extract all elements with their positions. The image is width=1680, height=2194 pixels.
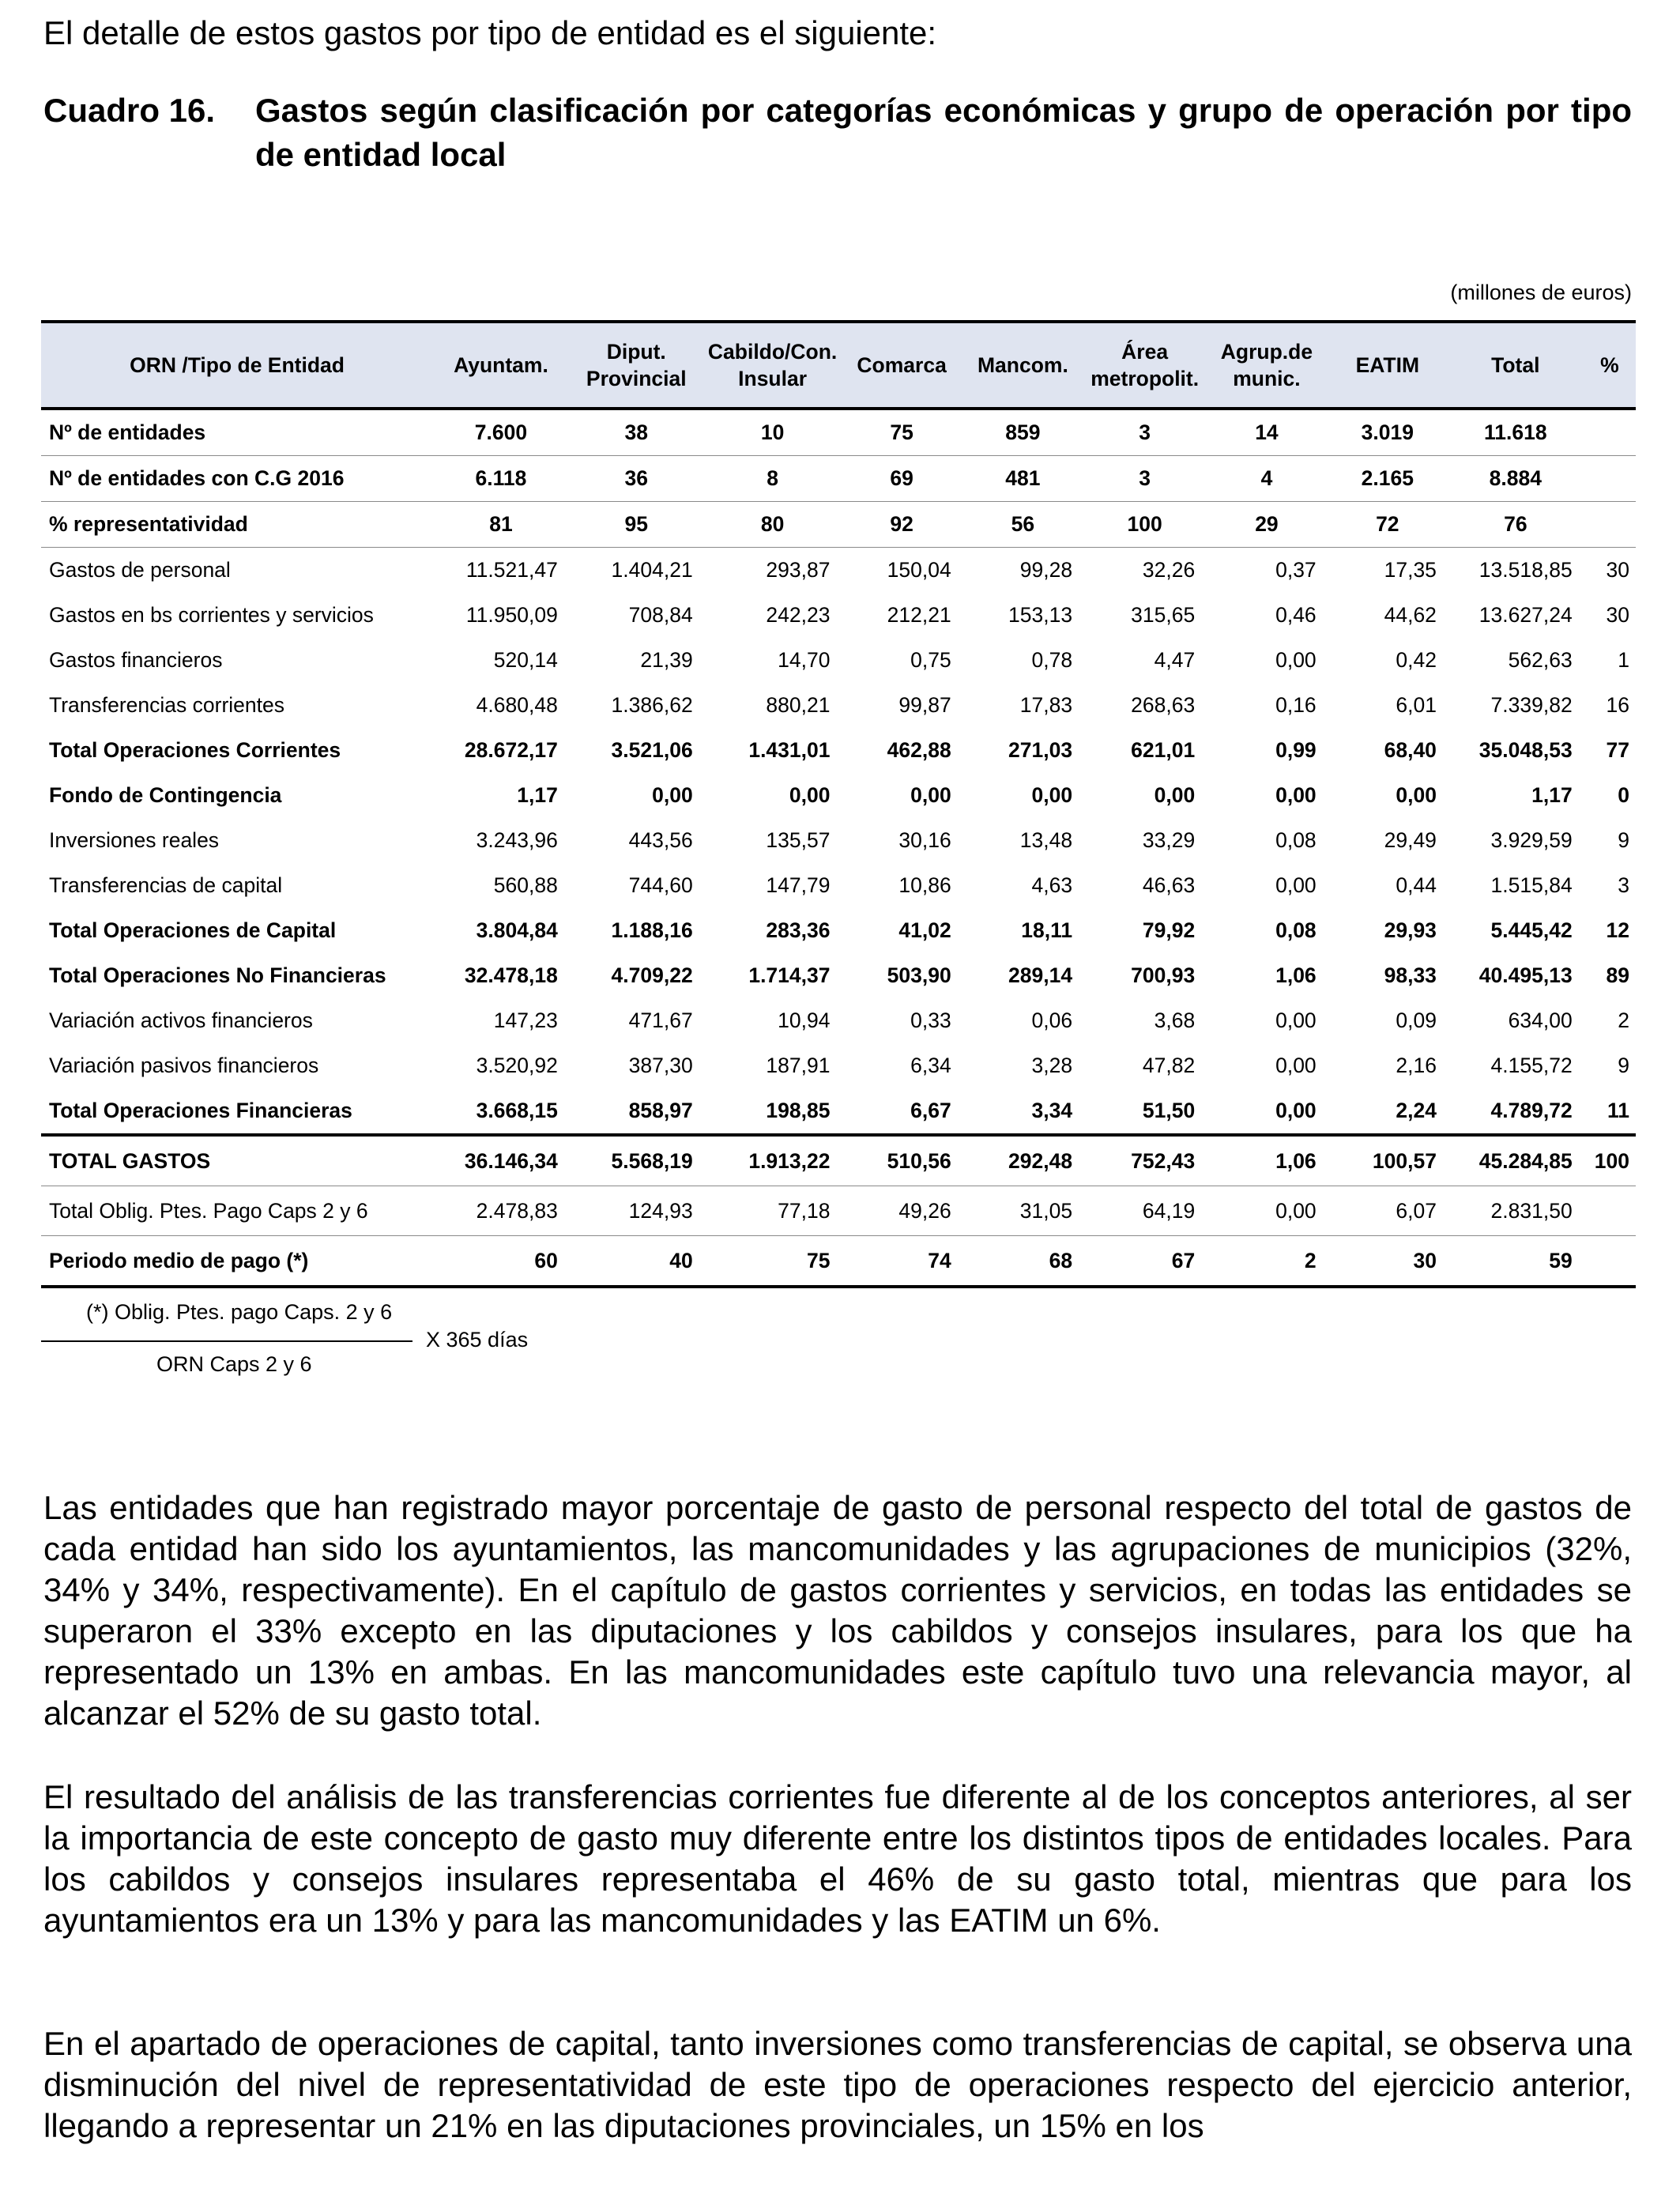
table-cell: 0,00 bbox=[789, 783, 831, 807]
table-cell: 289,14 bbox=[1008, 963, 1073, 987]
column-header: ORN /Tipo de Entidad bbox=[41, 322, 433, 409]
table-cell bbox=[1584, 1236, 1636, 1287]
table-row bbox=[41, 456, 1636, 502]
table-cell: 744,60 bbox=[628, 873, 693, 897]
table-cell: 293,87 bbox=[766, 558, 831, 582]
fraction-bar bbox=[41, 1340, 412, 1342]
table-cell: 3.520,92 bbox=[476, 1054, 558, 1077]
table-cell: 44,62 bbox=[1384, 603, 1437, 627]
table-cell: 17,35 bbox=[1384, 558, 1437, 582]
table-cell: 28.672,17 bbox=[464, 738, 558, 762]
table-cell: 100,57 bbox=[1328, 1135, 1448, 1186]
formula-denominator: ORN Caps 2 y 6 bbox=[156, 1352, 312, 1376]
table-cell: 4,47 bbox=[1154, 648, 1196, 672]
table-cell: 99,28 bbox=[1019, 558, 1073, 582]
table-cell: 4,63 bbox=[1031, 873, 1073, 897]
table-cell: 0,16 bbox=[1275, 693, 1317, 717]
table-row bbox=[41, 953, 1636, 998]
table-cell: 560,88 bbox=[493, 873, 558, 897]
table-cell: 315,65 bbox=[1131, 603, 1196, 627]
table-cell: 292,48 bbox=[962, 1135, 1083, 1186]
table-cell: 38 bbox=[569, 409, 704, 456]
table-cell bbox=[1584, 456, 1636, 502]
table-cell: 40 bbox=[569, 1236, 704, 1287]
table-cell: 0,09 bbox=[1396, 1008, 1437, 1032]
row-label: Transferencias de capital bbox=[49, 873, 283, 897]
table-cell: 2,24 bbox=[1328, 1088, 1448, 1135]
table-cell: 520,14 bbox=[493, 648, 558, 672]
table-cell: 1 bbox=[1618, 648, 1629, 672]
row-label: Total Operaciones Financieras bbox=[41, 1088, 433, 1135]
table-body bbox=[41, 409, 1636, 1287]
table-cell: 510,56 bbox=[841, 1135, 962, 1186]
table-row bbox=[41, 593, 1636, 638]
table-cell: 32.478,18 bbox=[464, 963, 558, 987]
row-label: Inversiones reales bbox=[49, 828, 220, 852]
intro-text: El detalle de estos gastos por tipo de entidad es el siguiente: bbox=[43, 14, 937, 51]
table-cell: 1.188,16 bbox=[611, 918, 693, 942]
paragraph: El resultado del análisis de las transferencias corrientes fue diferente al de los conceptos anteriores, al ser la importancia de este concepto de gasto muy diferente entre los distintos tipos de entidades locales. Para los cabildos y consejos insulares representaba el 46% de su gasto total, mientras que para los ayuntamientos era un 13% y para las mancomunidades y las EATIM un 6%. bbox=[43, 1778, 1632, 1939]
column-header: Cabildo/Con. Insular bbox=[704, 322, 842, 409]
table-cell: 21,39 bbox=[640, 648, 693, 672]
table-cell: 16 bbox=[1606, 693, 1629, 717]
table-cell: 64,19 bbox=[1083, 1186, 1206, 1236]
paragraph: En el apartado de operaciones de capital, tanto inversiones como transferencias de capital, se observa una disminución del nivel de representatividad de este tipo de operaciones respecto del ejercicio anterior, llegando a representar un 21% en las diputaciones provinciales, un 15% en los bbox=[43, 2025, 1632, 2144]
table-cell: 49,26 bbox=[841, 1186, 962, 1236]
table-cell: 1.515,84 bbox=[1490, 873, 1573, 897]
table-cell: 32,26 bbox=[1142, 558, 1196, 582]
table-cell: 95 bbox=[569, 502, 704, 548]
table-cell: 6,07 bbox=[1328, 1186, 1448, 1236]
table-cell: 10,94 bbox=[778, 1008, 831, 1032]
table-header-row bbox=[41, 322, 1636, 409]
table-cell: 30 bbox=[1606, 558, 1629, 582]
table-row bbox=[41, 502, 1636, 548]
table-cell: 4.709,22 bbox=[611, 963, 693, 987]
table-cell: 56 bbox=[962, 502, 1083, 548]
column-header: % bbox=[1584, 322, 1636, 409]
table-cell: 212,21 bbox=[887, 603, 951, 627]
expenses-table bbox=[41, 320, 1636, 1288]
table-cell: 18,11 bbox=[1021, 918, 1073, 942]
caption-title: Gastos según clasificación por categorías económicas y grupo de operación por tipo de entidad local bbox=[255, 92, 1632, 173]
row-label: Gastos financieros bbox=[49, 648, 223, 672]
table-cell: 41,02 bbox=[898, 918, 951, 942]
table-cell: 11.950,09 bbox=[465, 603, 558, 627]
table-cell: 271,03 bbox=[1008, 738, 1073, 762]
table-cell: 59 bbox=[1448, 1236, 1584, 1287]
table-cell: 1.714,37 bbox=[748, 963, 831, 987]
table-cell: 0,08 bbox=[1275, 828, 1317, 852]
table-cell: 3 bbox=[1083, 409, 1206, 456]
table-cell: 0,00 bbox=[1396, 783, 1437, 807]
table-row bbox=[41, 728, 1636, 773]
table-cell: 621,01 bbox=[1131, 738, 1196, 762]
table-cell: 11.521,47 bbox=[465, 558, 558, 582]
row-label: Total Oblig. Ptes. Pago Caps 2 y 6 bbox=[41, 1186, 433, 1236]
table-cell: 47,82 bbox=[1142, 1054, 1196, 1077]
column-header: EATIM bbox=[1328, 322, 1448, 409]
table-cell: 283,36 bbox=[766, 918, 831, 942]
table-cell: 2 bbox=[1618, 1008, 1629, 1032]
table-cell: 36 bbox=[569, 456, 704, 502]
table-cell: 99,87 bbox=[898, 693, 951, 717]
table-cell: 0,00 bbox=[1275, 873, 1317, 897]
table-cell: 0,42 bbox=[1396, 648, 1437, 672]
table-cell: 135,57 bbox=[766, 828, 831, 852]
table-cell: 33,29 bbox=[1142, 828, 1196, 852]
table-row bbox=[41, 1043, 1636, 1088]
table-cell: 100 bbox=[1584, 1135, 1636, 1186]
table-cell: 7.339,82 bbox=[1490, 693, 1573, 717]
table-cell: 69 bbox=[841, 456, 962, 502]
table-cell: 1,06 bbox=[1206, 1135, 1327, 1186]
table-cell: 880,21 bbox=[766, 693, 831, 717]
table-cell: 76 bbox=[1448, 502, 1584, 548]
table-cell: 0,00 bbox=[1275, 648, 1317, 672]
table-cell: 3,28 bbox=[1031, 1054, 1073, 1077]
table-cell: 0,44 bbox=[1396, 873, 1437, 897]
table-cell bbox=[1584, 502, 1636, 548]
column-header: Agrup.de munic. bbox=[1206, 322, 1327, 409]
table-cell: 634,00 bbox=[1508, 1008, 1573, 1032]
row-label: Periodo medio de pago (*) bbox=[41, 1236, 433, 1287]
column-header: Ayuntam. bbox=[433, 322, 569, 409]
table-cell: 68 bbox=[962, 1236, 1083, 1287]
table-cell: 30 bbox=[1328, 1236, 1448, 1287]
table-cell: 60 bbox=[433, 1236, 569, 1287]
column-header: Total bbox=[1448, 322, 1584, 409]
table-cell: 0,37 bbox=[1275, 558, 1317, 582]
table-cell: 98,33 bbox=[1384, 963, 1437, 987]
table-cell: 0,00 bbox=[1275, 1008, 1317, 1032]
row-label: Nº de entidades bbox=[41, 409, 433, 456]
table-cell: 150,04 bbox=[887, 558, 951, 582]
table-cell: 1,06 bbox=[1275, 963, 1317, 987]
table-cell: 387,30 bbox=[628, 1054, 693, 1077]
table-cell: 1.431,01 bbox=[748, 738, 831, 762]
table-cell: 100 bbox=[1083, 502, 1206, 548]
table-cell: 13,48 bbox=[1019, 828, 1073, 852]
table-cell: 14 bbox=[1206, 409, 1327, 456]
table-cell: 14,70 bbox=[778, 648, 831, 672]
table-cell: 471,67 bbox=[628, 1008, 693, 1032]
table-cell: 858,97 bbox=[569, 1088, 704, 1135]
units-note: (millones de euros) bbox=[1450, 281, 1632, 304]
table-cell: 0,78 bbox=[1031, 648, 1073, 672]
table-cell: 75 bbox=[841, 409, 962, 456]
table-cell: 0,00 bbox=[1206, 1088, 1327, 1135]
table-cell: 80 bbox=[704, 502, 842, 548]
table-cell: 153,13 bbox=[1008, 603, 1073, 627]
table-row bbox=[41, 773, 1636, 818]
table-cell: 0,33 bbox=[910, 1008, 951, 1032]
table-cell: 4.680,48 bbox=[476, 693, 558, 717]
table-row bbox=[41, 548, 1636, 594]
table-cell: 0,06 bbox=[1031, 1008, 1073, 1032]
table-cell: 3.521,06 bbox=[611, 738, 693, 762]
table-cell: 462,88 bbox=[887, 738, 951, 762]
table-cell: 4.155,72 bbox=[1490, 1054, 1573, 1077]
table-cell: 8 bbox=[704, 456, 842, 502]
table-cell: 198,85 bbox=[704, 1088, 842, 1135]
table-caption bbox=[43, 89, 1632, 177]
table-cell bbox=[1584, 1186, 1636, 1236]
table-cell: 10 bbox=[704, 409, 842, 456]
table-row bbox=[41, 638, 1636, 683]
table-cell: 3 bbox=[1618, 873, 1629, 897]
row-label: TOTAL GASTOS bbox=[41, 1135, 433, 1186]
table-row bbox=[41, 1135, 1636, 1186]
table-cell: 30,16 bbox=[898, 828, 951, 852]
table-cell: 6,34 bbox=[910, 1054, 951, 1077]
table-cell: 89 bbox=[1606, 963, 1629, 987]
table-cell: 2.478,83 bbox=[433, 1186, 569, 1236]
column-header: Diput. Provincial bbox=[569, 322, 704, 409]
table-cell: 3.668,15 bbox=[433, 1088, 569, 1135]
table-cell: 77,18 bbox=[704, 1186, 842, 1236]
table-row bbox=[41, 1236, 1636, 1287]
table-row bbox=[41, 1088, 1636, 1135]
table-cell: 29 bbox=[1206, 502, 1327, 548]
table-cell: 9 bbox=[1618, 1054, 1629, 1077]
row-label: % representatividad bbox=[41, 502, 433, 548]
table-cell: 242,23 bbox=[766, 603, 831, 627]
table-cell: 503,90 bbox=[887, 963, 951, 987]
table-cell: 30 bbox=[1606, 603, 1629, 627]
table-cell: 268,63 bbox=[1131, 693, 1196, 717]
table-cell: 443,56 bbox=[628, 828, 693, 852]
row-label: Total Operaciones de Capital bbox=[49, 918, 337, 942]
table-cell: 74 bbox=[841, 1236, 962, 1287]
table-cell: 0,75 bbox=[910, 648, 951, 672]
table-cell: 708,84 bbox=[628, 603, 693, 627]
table-cell: 3.019 bbox=[1328, 409, 1448, 456]
table-cell: 9 bbox=[1618, 828, 1629, 852]
table-cell: 481 bbox=[962, 456, 1083, 502]
table-cell: 13.518,85 bbox=[1478, 558, 1573, 582]
table-cell: 2.165 bbox=[1328, 456, 1448, 502]
table-row bbox=[41, 818, 1636, 863]
table-cell: 3 bbox=[1083, 456, 1206, 502]
table-cell: 3.804,84 bbox=[476, 918, 558, 942]
table-cell: 29,49 bbox=[1384, 828, 1437, 852]
table-cell: 8.884 bbox=[1448, 456, 1584, 502]
column-header: Comarca bbox=[841, 322, 962, 409]
table-row bbox=[41, 683, 1636, 728]
table-cell: 2.831,50 bbox=[1448, 1186, 1584, 1236]
row-label: Total Operaciones Corrientes bbox=[49, 738, 341, 762]
table-cell: 0,08 bbox=[1275, 918, 1317, 942]
table-cell: 0,00 bbox=[910, 783, 951, 807]
table-cell: 35.048,53 bbox=[1478, 738, 1573, 762]
table-cell: 124,93 bbox=[569, 1186, 704, 1236]
caption-label: Cuadro 16. bbox=[43, 92, 216, 129]
paragraph: Las entidades que han registrado mayor porcentaje de gasto de personal respecto del total de gastos de cada entidad han sido los ayuntamientos, las mancomunidades y las agrupaciones de municipios (32%, 34% y 34%, respectivamente). En el capítulo de gastos corrientes y servicios, en todas las entidades se superaron el 33% excepto en las diputaciones y los cabildos y consejos insulares, para los que ha representado un 13% en ambas. En las mancomunidades este capítulo tuvo una relevancia mayor, al alcanzar el 52% de su gasto total. bbox=[43, 1489, 1632, 1732]
table-cell: 700,93 bbox=[1131, 963, 1196, 987]
table-cell: 3,68 bbox=[1154, 1008, 1196, 1032]
table-cell: 51,50 bbox=[1083, 1088, 1206, 1135]
table-cell: 6.118 bbox=[433, 456, 569, 502]
row-label: Fondo de Contingencia bbox=[49, 783, 282, 807]
table-cell: 92 bbox=[841, 502, 962, 548]
table-cell: 0,46 bbox=[1275, 603, 1317, 627]
row-label: Total Operaciones No Financieras bbox=[49, 963, 386, 987]
table-cell: 187,91 bbox=[766, 1054, 831, 1077]
table-cell: 0,00 bbox=[1154, 783, 1196, 807]
table-cell: 29,93 bbox=[1384, 918, 1437, 942]
table-cell: 79,92 bbox=[1142, 918, 1196, 942]
table-row bbox=[41, 998, 1636, 1043]
table-cell: 36.146,34 bbox=[433, 1135, 569, 1186]
table-cell: 67 bbox=[1083, 1236, 1206, 1287]
row-label: Gastos de personal bbox=[49, 558, 231, 582]
table-cell: 31,05 bbox=[962, 1186, 1083, 1236]
table-row bbox=[41, 863, 1636, 908]
table-cell: 147,23 bbox=[493, 1008, 558, 1032]
table-cell: 2 bbox=[1206, 1236, 1327, 1287]
table-cell: 13.627,24 bbox=[1478, 603, 1573, 627]
table-cell: 5.445,42 bbox=[1490, 918, 1573, 942]
table-cell: 1,17 bbox=[517, 783, 558, 807]
table-cell: 1.913,22 bbox=[704, 1135, 842, 1186]
table-cell: 147,79 bbox=[766, 873, 831, 897]
table-row bbox=[41, 1186, 1636, 1236]
table-cell: 72 bbox=[1328, 502, 1448, 548]
table-row bbox=[41, 908, 1636, 953]
row-label: Gastos en bs corrientes y servicios bbox=[49, 603, 374, 627]
table-cell: 0,00 bbox=[1206, 1186, 1327, 1236]
table-cell: 1.404,21 bbox=[611, 558, 693, 582]
row-label: Nº de entidades con C.G 2016 bbox=[41, 456, 433, 502]
table-cell: 0,00 bbox=[1275, 1054, 1317, 1077]
table-cell: 10,86 bbox=[898, 873, 951, 897]
table-cell: 6,01 bbox=[1396, 693, 1437, 717]
table-cell: 859 bbox=[962, 409, 1083, 456]
table-cell: 81 bbox=[433, 502, 569, 548]
table-cell: 7.600 bbox=[433, 409, 569, 456]
table-cell: 17,83 bbox=[1019, 693, 1073, 717]
table-cell: 1,17 bbox=[1531, 783, 1573, 807]
table-cell: 75 bbox=[704, 1236, 842, 1287]
row-label: Variación pasivos financieros bbox=[49, 1054, 319, 1077]
table-cell: 11.618 bbox=[1448, 409, 1584, 456]
table-cell: 6,67 bbox=[841, 1088, 962, 1135]
table-cell: 752,43 bbox=[1083, 1135, 1206, 1186]
table-cell: 0,99 bbox=[1275, 738, 1317, 762]
table-cell: 4 bbox=[1206, 456, 1327, 502]
table-cell: 77 bbox=[1606, 738, 1629, 762]
table-row bbox=[41, 409, 1636, 456]
table-cell: 3.243,96 bbox=[476, 828, 558, 852]
table-cell: 562,63 bbox=[1508, 648, 1573, 672]
table-cell: 46,63 bbox=[1142, 873, 1196, 897]
table-cell: 3,34 bbox=[962, 1088, 1083, 1135]
table-cell: 0,00 bbox=[1275, 783, 1317, 807]
column-header: Área metropolit. bbox=[1083, 322, 1206, 409]
row-label: Variación activos financieros bbox=[49, 1008, 313, 1032]
table-cell: 68,40 bbox=[1384, 738, 1437, 762]
table-cell: 0,00 bbox=[652, 783, 693, 807]
table-cell: 2,16 bbox=[1396, 1054, 1437, 1077]
table-cell: 0,00 bbox=[1031, 783, 1073, 807]
table-cell: 3.929,59 bbox=[1490, 828, 1573, 852]
table-cell: 4.789,72 bbox=[1448, 1088, 1584, 1135]
table-cell: 1.386,62 bbox=[611, 693, 693, 717]
table-cell: 5.568,19 bbox=[569, 1135, 704, 1186]
table-cell: 45.284,85 bbox=[1448, 1135, 1584, 1186]
table-cell: 12 bbox=[1606, 918, 1629, 942]
formula-multiplier: X 365 días bbox=[426, 1328, 529, 1351]
column-header: Mancom. bbox=[962, 322, 1083, 409]
table-cell: 0 bbox=[1618, 783, 1629, 807]
formula-numerator: (*) Oblig. Ptes. pago Caps. 2 y 6 bbox=[86, 1300, 393, 1324]
table-cell: 40.495,13 bbox=[1478, 963, 1573, 987]
table-cell: 11 bbox=[1584, 1088, 1636, 1135]
row-label: Transferencias corrientes bbox=[49, 693, 284, 717]
table-cell bbox=[1584, 409, 1636, 456]
